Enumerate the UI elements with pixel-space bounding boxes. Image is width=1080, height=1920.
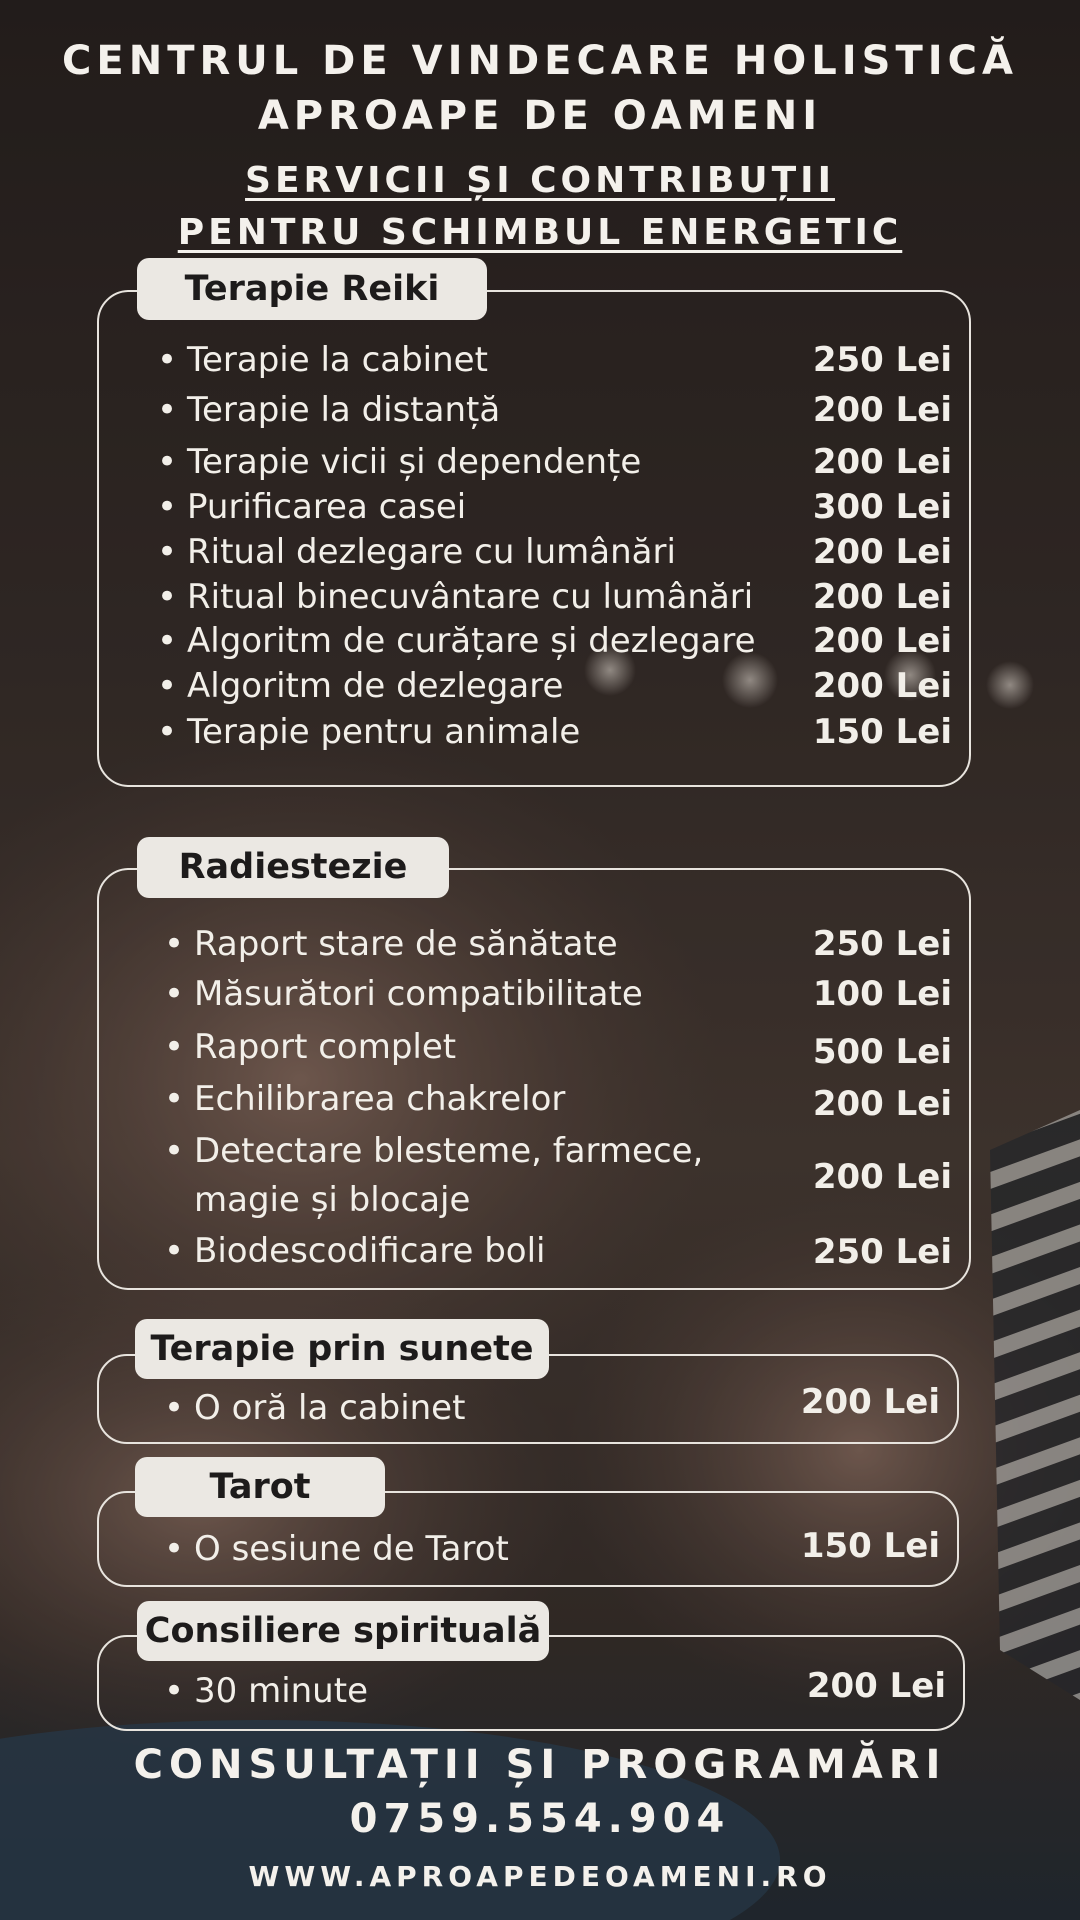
service-price: 200 Lei xyxy=(800,1382,940,1422)
service-label: Algoritm de dezlegare xyxy=(187,666,564,706)
bullet-icon: • xyxy=(164,1027,185,1067)
bullet-icon: • xyxy=(164,1388,185,1428)
bullet-icon: • xyxy=(164,1231,185,1271)
service-label: Măsurători compatibilitate xyxy=(194,974,643,1014)
footer-contact-heading: CONSULTAȚII ȘI PROGRAMĂRI xyxy=(133,1742,947,1788)
bullet-icon: • xyxy=(164,1079,185,1119)
section-radiestezie-tag: Radiestezie xyxy=(137,837,449,898)
service-label: Detectare blesteme, farmece, xyxy=(194,1131,704,1171)
bullet-icon: • xyxy=(164,1131,185,1171)
service-price: 200 Lei xyxy=(812,666,952,706)
service-label: Biodescodificare boli xyxy=(194,1231,546,1271)
footer-phone[interactable]: 0759.554.904 xyxy=(349,1796,731,1842)
section-consiliere-tag: Consiliere spirituală xyxy=(137,1601,549,1661)
service-label: Terapie la distanță xyxy=(187,390,501,430)
bullet-icon: • xyxy=(164,924,185,964)
service-price: 200 Lei xyxy=(806,1666,946,1706)
service-label: Raport complet xyxy=(194,1027,457,1067)
service-label: 30 minute xyxy=(194,1671,368,1711)
bullet-icon: • xyxy=(157,442,178,482)
service-label: Terapie la cabinet xyxy=(187,340,488,380)
page-title-line1: CENTRUL DE VINDECARE HOLISTICĂ xyxy=(62,38,1018,84)
bullet-icon: • xyxy=(157,666,178,706)
bullet-icon: • xyxy=(157,487,178,527)
service-price: 200 Lei xyxy=(812,577,952,617)
service-label: Ritual dezlegare cu lumânări xyxy=(187,532,676,572)
service-price: 200 Lei xyxy=(812,1157,952,1197)
bullet-icon: • xyxy=(164,974,185,1014)
service-price: 100 Lei xyxy=(812,974,952,1014)
service-price: 200 Lei xyxy=(812,1084,952,1124)
service-price: 300 Lei xyxy=(812,487,952,527)
service-label: Raport stare de sănătate xyxy=(194,924,618,964)
section-reiki-tag: Terapie Reiki xyxy=(137,258,487,320)
bullet-icon: • xyxy=(157,712,178,752)
service-label: O oră la cabinet xyxy=(194,1388,466,1428)
page-subtitle-line1: SERVICII ȘI CONTRIBUȚII xyxy=(245,160,835,201)
service-price: 250 Lei xyxy=(812,1232,952,1272)
bullet-icon: • xyxy=(164,1529,185,1569)
service-price: 500 Lei xyxy=(812,1032,952,1072)
service-label: Terapie vicii și dependențe xyxy=(187,442,642,482)
service-price: 200 Lei xyxy=(812,532,952,572)
service-price: 200 Lei xyxy=(812,442,952,482)
page-title-line2: APROAPE DE OAMENI xyxy=(257,93,823,139)
service-label: Echilibrarea chakrelor xyxy=(194,1079,566,1119)
service-price: 200 Lei xyxy=(812,621,952,661)
bullet-icon: • xyxy=(157,532,178,572)
bullet-icon: • xyxy=(164,1671,185,1711)
service-label: Algoritm de curățare și dezlegare xyxy=(187,621,756,661)
bullet-icon: • xyxy=(157,340,178,380)
service-price: 200 Lei xyxy=(812,390,952,430)
service-price: 150 Lei xyxy=(800,1526,940,1566)
page-subtitle-line2: PENTRU SCHIMBUL ENERGETIC xyxy=(177,212,903,253)
service-label: Terapie pentru animale xyxy=(187,712,581,752)
service-price: 150 Lei xyxy=(812,712,952,752)
service-label: Purificarea casei xyxy=(187,487,467,527)
footer-website-link[interactable]: WWW.APROAPEDEOAMENI.RO xyxy=(248,1860,832,1893)
service-price: 250 Lei xyxy=(812,340,952,380)
service-price: 250 Lei xyxy=(812,924,952,964)
bullet-icon: • xyxy=(157,577,178,617)
section-sunete-tag: Terapie prin sunete xyxy=(135,1319,549,1379)
service-label-line2: magie și blocaje xyxy=(194,1180,471,1220)
service-label: O sesiune de Tarot xyxy=(194,1529,509,1569)
bullet-icon: • xyxy=(157,621,178,661)
section-tarot-tag: Tarot xyxy=(135,1457,385,1517)
bullet-icon: • xyxy=(157,390,178,430)
service-label: Ritual binecuvântare cu lumânări xyxy=(187,577,754,617)
